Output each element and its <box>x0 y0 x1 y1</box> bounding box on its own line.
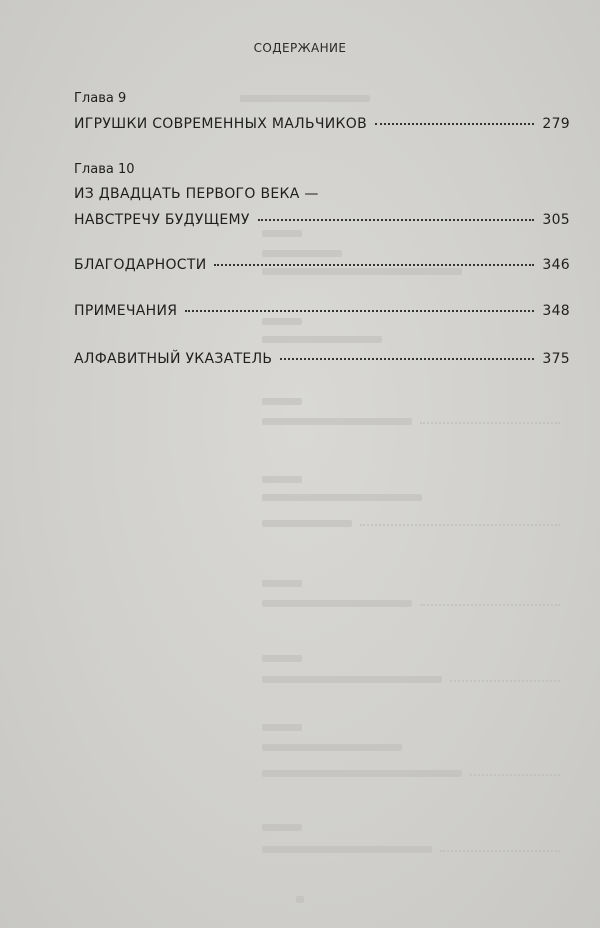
toc-entry-title-line: ИЗ ДВАДЦАТЬ ПЕРВОГО ВЕКА — <box>74 186 319 202</box>
toc-entry-title: ПРИМЕЧАНИЯ <box>74 303 178 319</box>
dot-leader <box>258 218 535 221</box>
toc-page-number: 305 <box>542 212 570 228</box>
dot-leader <box>375 122 534 125</box>
toc-entry-title: ИГРУШКИ СОВРЕМЕННЫХ МАЛЬЧИКОВ <box>74 116 367 132</box>
toc-entry[interactable] <box>74 257 570 273</box>
dot-leader <box>214 263 534 266</box>
dot-leader <box>185 309 534 312</box>
chapter-label: Глава 10 <box>74 162 135 177</box>
toc-entry-title: БЛАГОДАРНОСТИ <box>74 257 207 273</box>
toc-page-number: 279 <box>542 116 570 132</box>
toc-entry[interactable] <box>74 351 570 367</box>
toc-page-number: 346 <box>542 257 570 273</box>
toc-entry-title: НАВСТРЕЧУ БУДУЩЕМУ <box>74 212 250 228</box>
chapter-label: Глава 9 <box>74 91 127 106</box>
dot-leader <box>280 357 534 360</box>
running-head: СОДЕРЖАНИЕ <box>253 41 347 55</box>
toc-page-number: 375 <box>542 351 570 367</box>
toc-entry[interactable] <box>74 116 570 132</box>
toc-entry-title: АЛФАВИТНЫЙ УКАЗАТЕЛЬ <box>74 351 273 367</box>
toc-entry[interactable] <box>74 212 570 228</box>
toc-entry[interactable] <box>74 303 570 319</box>
toc-page-number: 348 <box>542 303 570 319</box>
